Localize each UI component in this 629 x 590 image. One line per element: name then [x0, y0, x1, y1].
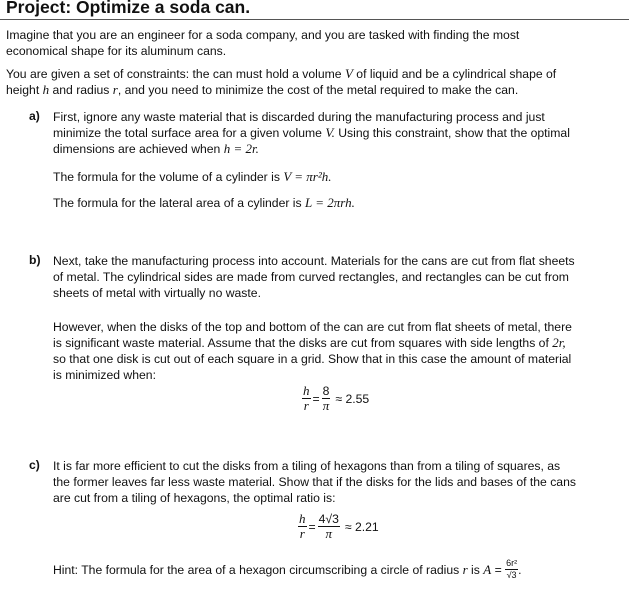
text: minimize the total surface area for a given volume — [53, 126, 326, 140]
text: height — [6, 83, 43, 97]
math-var: r — [462, 561, 468, 577]
fraction-numerator: h — [299, 511, 306, 526]
part-b — [53, 253, 623, 383]
approx-value: ≈ 2.55 — [335, 391, 370, 406]
hint — [53, 558, 521, 581]
fraction-denominator: π — [325, 526, 332, 541]
text: so that one disk is cut out of each square in a grid. Show that in this case the amount of material — [53, 352, 572, 366]
part-c — [53, 458, 623, 506]
text: = — [491, 562, 506, 577]
ratio-equation-squares — [302, 384, 369, 413]
text: , and you need to minimize the cost of the metal required to make the can. — [117, 83, 519, 97]
text: of metal. The cylindrical sides are made from curved rectangles, and rectangles can be cut from — [53, 270, 569, 284]
title-divider — [0, 19, 629, 20]
text: and radius — [49, 83, 113, 97]
fraction-denominator: r — [303, 398, 309, 413]
fraction-denominator: π — [322, 398, 330, 413]
math-var: r — [112, 82, 118, 97]
text: of liquid and be a cylindrical shape of — [352, 67, 557, 81]
fraction-denominator: r — [299, 526, 305, 541]
constraints-paragraph — [6, 66, 556, 98]
equals: = — [312, 391, 320, 406]
text: You are given a set of constraints: the can must hold a volume — [6, 67, 345, 81]
math-var: 2r, — [552, 335, 566, 350]
fraction-numerator: 6r² — [506, 558, 518, 568]
fraction-numerator: h — [303, 383, 310, 398]
math-var: V — [344, 66, 353, 81]
equals: = — [308, 519, 316, 534]
text: is significant waste material. Assume that the disks are cut from squares with side lengths of — [53, 336, 553, 350]
page-title: Project: Optimize a soda can. — [6, 0, 251, 17]
approx-value: ≈ 2.21 — [344, 519, 379, 534]
part-c-label: c) — [29, 458, 40, 472]
intro-line: economical shape for its aluminum cans. — [6, 44, 227, 58]
part-b-label: b) — [29, 253, 41, 267]
text: Hint: The formula for the area of a hexagon circumscribing a circle of radius — [53, 562, 463, 577]
fraction-numerator: 8 — [322, 384, 330, 398]
text: . — [518, 562, 522, 577]
part-a — [53, 109, 623, 211]
text: is — [467, 562, 484, 577]
intro-line: Imagine that you are an engineer for a soda company, and you are tasked with finding the most — [6, 28, 520, 42]
fraction-numerator: 4√3 — [318, 512, 339, 526]
fraction-denominator: √3 — [506, 570, 517, 580]
text: are cut from a tiling of hexagons, the optimal ratio is: — [53, 491, 336, 505]
text: The formula for the volume of a cylinder is — [53, 170, 284, 184]
math-var: A — [483, 561, 492, 577]
math-var: V. — [325, 125, 335, 140]
lateral-area-formula: L = 2πrh. — [305, 195, 355, 210]
text: It is far more efficient to cut the disks from a tiling of hexagons than from a tiling of squares, as — [53, 459, 561, 473]
text: dimensions are achieved when — [53, 142, 224, 156]
text: Using this constraint, show that the optimal — [334, 126, 570, 140]
part-a-label: a) — [29, 109, 40, 123]
math-eq: h = 2r. — [223, 141, 259, 156]
volume-formula: V = πr²h. — [283, 169, 332, 184]
text: However, when the disks of the top and bottom of the can are cut from flat sheets of metal, there — [53, 320, 572, 334]
intro-paragraph — [6, 27, 519, 59]
text: is minimized when: — [53, 368, 156, 382]
text: The formula for the lateral area of a cylinder is — [53, 196, 305, 210]
text: the former leaves far less waste material. Show that if the disks for the lids and bases of the cans — [53, 475, 576, 489]
text: First, ignore any waste material that is discarded during the manufacturing process and just — [53, 110, 545, 124]
ratio-equation-hexagons — [298, 512, 379, 541]
math-var: h — [42, 82, 50, 97]
text: Next, take the manufacturing process into account. Materials for the cans are cut from flat sheets — [53, 254, 575, 268]
text: sheets of metal with virtually no waste. — [53, 286, 261, 300]
